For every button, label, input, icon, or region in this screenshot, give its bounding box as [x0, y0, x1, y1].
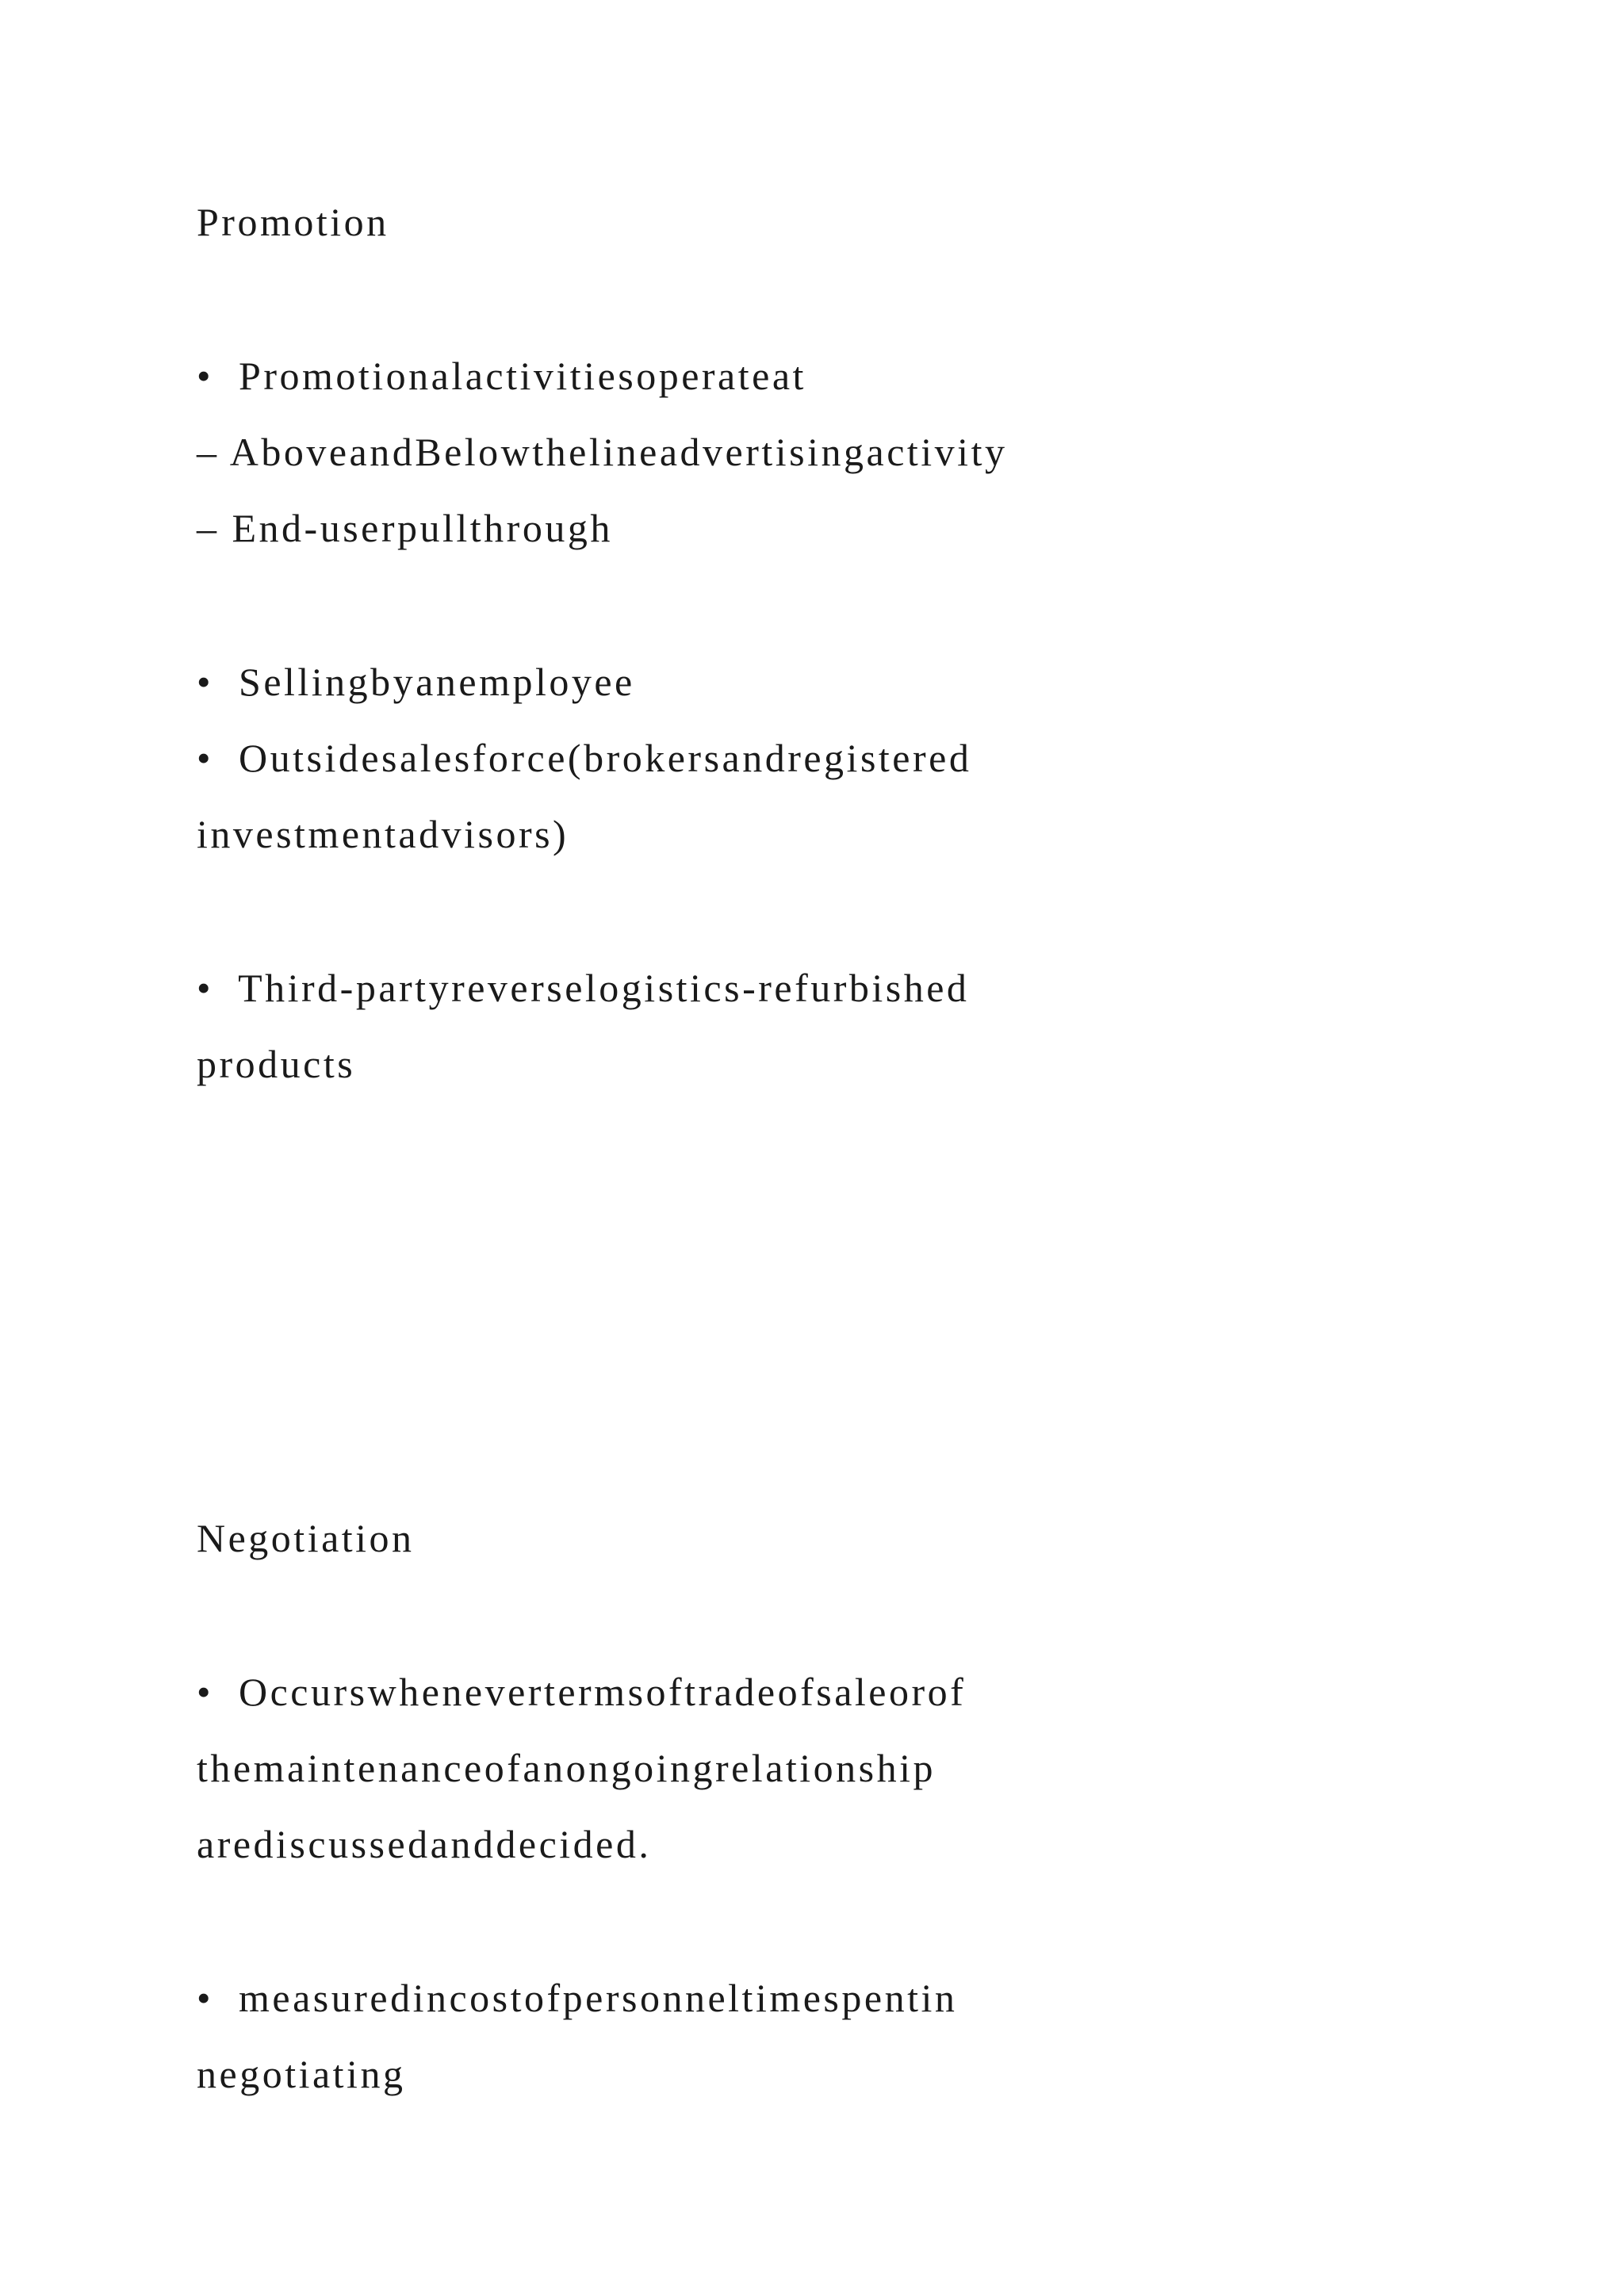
- bullet-selling-by-employee: • Sellingbyanemployee: [197, 660, 635, 704]
- bullet-occurs-whenever-cont-2: arediscussedanddecided.: [197, 1822, 652, 1866]
- section-heading-negotiation: Negotiation: [197, 1516, 415, 1560]
- bullet-third-party-logistics: • Third-partyreverselogistics-refurbished: [197, 966, 970, 1010]
- bullet-outside-salesforce-cont: investmentadvisors): [197, 812, 569, 856]
- bullet-occurs-whenever: • Occurswhenevertermsoftradeofsaleorof: [197, 1670, 967, 1714]
- bullet-occurs-whenever-cont-1: themaintenanceofanongoingrelationship: [197, 1746, 936, 1790]
- bullet-outside-salesforce: • Outsidesalesforce(brokersandregistered: [197, 736, 972, 780]
- section-heading-promotion: Promotion: [197, 200, 389, 244]
- bullet-measured-in-cost-cont: negotiating: [197, 2052, 406, 2096]
- bullet-third-party-logistics-cont: products: [197, 1042, 356, 1086]
- sub-item-end-user: – End-userpullthrough: [197, 506, 613, 550]
- bullet-measured-in-cost: • measuredincostofpersonneltimespentin: [197, 1976, 958, 2020]
- sub-item-advertising: – AboveandBelowthelineadvertisingactivity: [197, 430, 1008, 474]
- bullet-promotional-activities: • Promotionalactivitiesoperateat: [197, 354, 806, 398]
